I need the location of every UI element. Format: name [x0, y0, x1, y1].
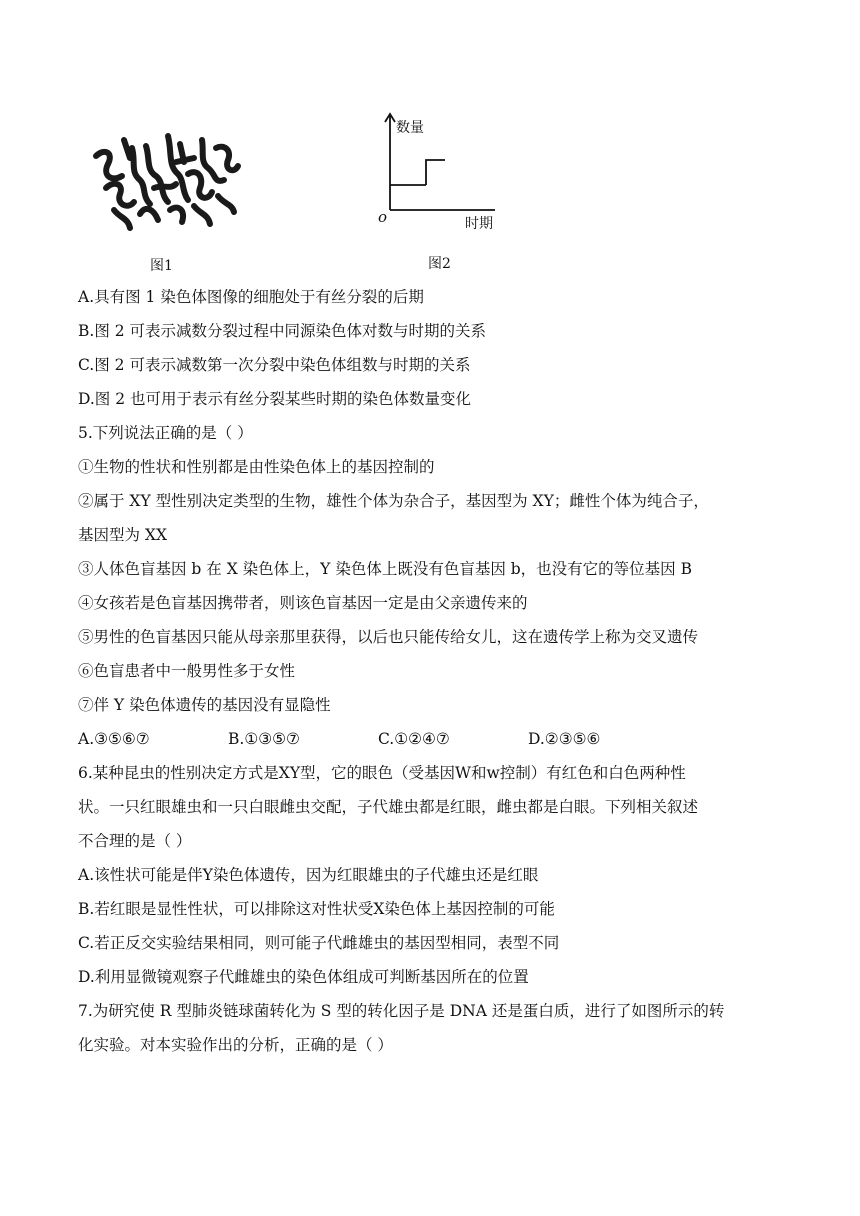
statement: 基因型为 XX: [78, 526, 167, 544]
question-7: 7.为研究使 R 型肺炎链球菌转化为 S 型的转化因子是 DNA 还是蛋白质，进行了如图所示的转: [78, 1002, 725, 1020]
statement: ②属于 XY 型性别决定类型的生物，雄性个体为杂合子，基因型为 XY；雌性个体为纯合子，: [78, 492, 709, 510]
option-c: C.若正反交实验结果相同，则可能子代雌雄虫的基因型相同，表型不同: [78, 934, 560, 952]
chromosome-image: [84, 118, 244, 238]
option-d: D.②③⑤⑥: [528, 730, 601, 748]
figure-row: [0, 100, 860, 280]
text-line: 不合理的是（ ）: [78, 832, 192, 850]
text-line: C.图 2 可表示减数第一次分裂中染色体组数与时期的关系: [78, 356, 471, 374]
option-b: B.①③⑤⑦: [228, 730, 300, 748]
text-line: 状。一只红眼雄虫和一只白眼雌虫交配，子代雄虫都是红眼，雌虫都是白眼。下列相关叙述: [78, 798, 699, 816]
option-c: C.①②④⑦: [378, 730, 450, 748]
text-line: 化实验。对本实验作出的分析，正确的是（ ）: [78, 1036, 393, 1054]
option-a: A.③⑤⑥⑦: [78, 730, 150, 748]
statement: ①生物的性状和性别都是由性染色体上的基因控制的: [78, 458, 435, 476]
options-row: [78, 727, 798, 761]
question-6: 6.某种昆虫的性别决定方式是XY型，它的眼色（受基因W和w控制）有红色和白色两种性: [78, 764, 686, 782]
text-line: B.图 2 可表示减数分裂过程中同源染色体对数与时期的关系: [78, 322, 487, 340]
origin-label: o: [378, 208, 388, 226]
statement: ⑦伴 Y 染色体遗传的基因没有显隐性: [78, 696, 331, 714]
statement: ⑤男性的色盲基因只能从母亲那里获得，以后也只能传给女儿，这在遗传学上称为交叉遗传: [78, 628, 699, 646]
option-b: B.若红眼是显性性状，可以排除这对性状受X染色体上基因控制的可能: [78, 900, 555, 918]
figure-2-caption: 图2: [428, 256, 451, 272]
step-line: [426, 160, 445, 185]
x-axis-label: 时期: [465, 216, 493, 232]
text-line: A.具有图 1 染色体图像的细胞处于有丝分裂的后期: [78, 288, 424, 306]
option-d: D.利用显微镜观察子代雌雄虫的染色体组成可判断基因所在的位置: [78, 968, 529, 986]
statement: ⑥色盲患者中一般男性多于女性: [78, 662, 296, 680]
question-5: 5.下列说法正确的是（ ）: [78, 424, 253, 442]
statement: ④女孩若是色盲基因携带者，则该色盲基因一定是由父亲遗传来的: [78, 594, 528, 612]
statement: ③人体色盲基因 b 在 X 染色体上，Y 染色体上既没有色盲基因 b，也没有它的等位基因 B: [78, 560, 692, 578]
text-line: D.图 2 也可用于表示有丝分裂某些时期的染色体数量变化: [78, 390, 472, 408]
quantity-graph: [370, 110, 510, 240]
y-axis-label: 数量: [396, 120, 424, 136]
figure-1-caption: 图1: [150, 258, 173, 274]
question-text: [78, 285, 798, 1067]
option-a: A.该性状可能是伴Y染色体遗传，因为红眼雄虫的子代雄虫还是红眼: [78, 866, 539, 884]
